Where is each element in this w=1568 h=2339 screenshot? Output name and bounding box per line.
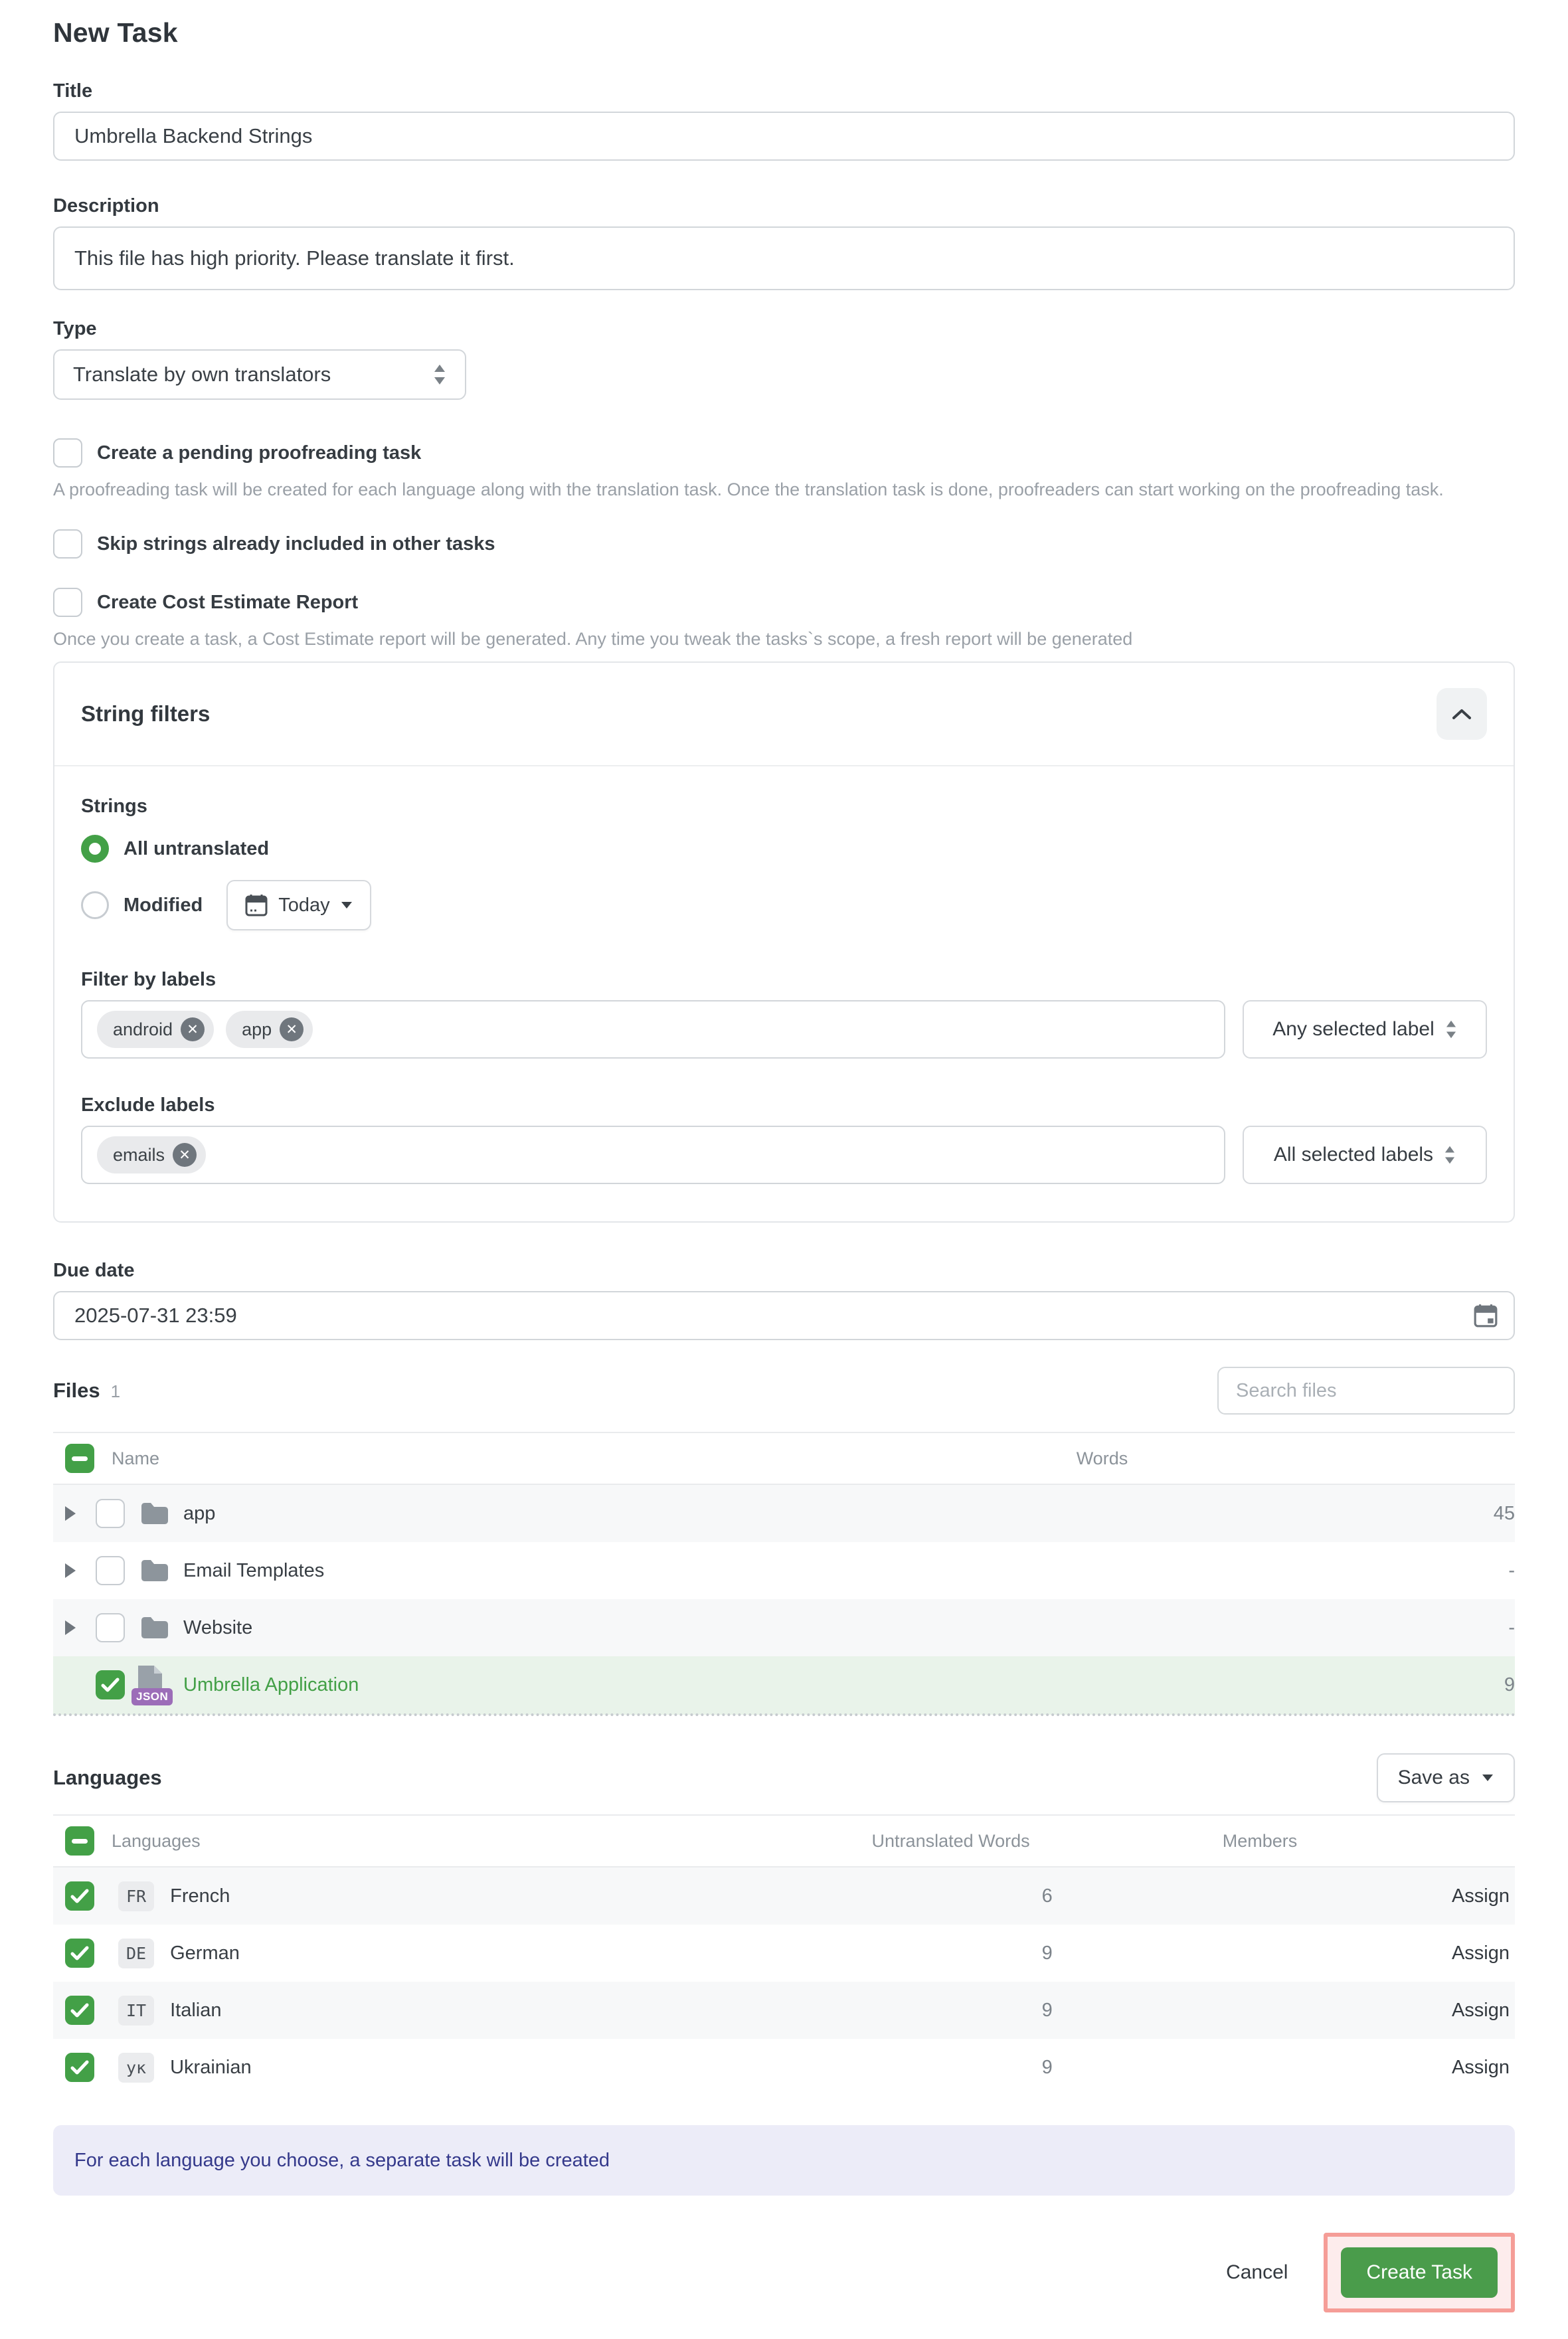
files-label: Files xyxy=(53,1379,100,1402)
files-column-name: Name xyxy=(112,1448,160,1468)
exclude-labels-input[interactable] xyxy=(81,1126,1225,1184)
remove-label-icon[interactable]: ✕ xyxy=(173,1143,197,1167)
language-checkbox[interactable] xyxy=(65,1996,94,2025)
label-chip-text: app xyxy=(242,1019,272,1039)
file-row-email-templates[interactable] xyxy=(53,1542,1515,1599)
select-updown-icon xyxy=(433,363,446,386)
string-filters-card xyxy=(53,661,1515,1223)
files-count-badge: 1 xyxy=(110,1381,121,1401)
create-task-button[interactable]: Create Task xyxy=(1341,2247,1498,2298)
language-row-italian[interactable] xyxy=(53,1982,1515,2039)
folder-icon xyxy=(139,1501,170,1526)
label-chip xyxy=(97,1136,206,1173)
language-row-french[interactable] xyxy=(53,1867,1515,1925)
remove-label-icon[interactable]: ✕ xyxy=(280,1017,304,1041)
file-checkbox[interactable] xyxy=(96,1670,125,1699)
info-banner-text: For each language you choose, a separate task will be created xyxy=(74,2149,610,2171)
files-column-words: Words xyxy=(1076,1448,1128,1468)
file-words: - xyxy=(1508,1616,1515,1638)
language-row-ukrainian[interactable] xyxy=(53,2039,1515,2096)
file-row-app[interactable] xyxy=(53,1484,1515,1542)
assign-link[interactable]: Assign xyxy=(1451,2056,1510,2078)
languages-column-languages: Languages xyxy=(112,1830,201,1851)
file-row-umbrella-application[interactable] xyxy=(53,1656,1515,1715)
file-row-website[interactable] xyxy=(53,1599,1515,1656)
file-checkbox[interactable] xyxy=(96,1499,125,1528)
file-name[interactable]: Umbrella Application xyxy=(183,1674,359,1695)
select-all-languages-checkbox[interactable] xyxy=(65,1826,94,1856)
languages-column-untranslated: Untranslated Words xyxy=(871,1830,1030,1851)
exclude-labels-row xyxy=(81,1126,1487,1184)
json-file-icon xyxy=(135,1664,170,1705)
footer-actions xyxy=(53,2233,1515,2312)
file-words: - xyxy=(1508,1559,1515,1581)
cost-estimate-checkbox[interactable] xyxy=(53,588,82,617)
select-updown-icon xyxy=(1444,1145,1456,1165)
file-words: 9 xyxy=(1504,1674,1515,1695)
cost-estimate-checkbox-group xyxy=(53,588,1515,650)
language-name: Italian xyxy=(170,1999,222,2021)
file-checkbox[interactable] xyxy=(96,1556,125,1585)
language-code-badge: IT xyxy=(118,1996,154,2026)
due-date-value: 2025-07-31 23:59 xyxy=(74,1304,237,1327)
files-header xyxy=(53,1367,1515,1415)
languages-label: Languages xyxy=(53,1766,162,1789)
proofreading-checkbox-group xyxy=(53,438,1515,500)
cancel-button[interactable]: Cancel xyxy=(1226,2261,1288,2283)
file-name: Email Templates xyxy=(183,1559,325,1581)
files-table xyxy=(53,1432,1515,1716)
caret-down-icon xyxy=(341,901,353,909)
assign-link[interactable]: Assign xyxy=(1451,1885,1510,1907)
languages-column-members: Members xyxy=(1222,1830,1298,1851)
expand-folder-icon[interactable] xyxy=(65,1563,76,1578)
language-row-german[interactable] xyxy=(53,1925,1515,1982)
label-chip-text: android xyxy=(113,1019,173,1039)
language-name: Ukrainian xyxy=(170,2056,252,2078)
language-checkbox[interactable] xyxy=(65,1881,94,1911)
exclude-labels-mode-value: All selected labels xyxy=(1273,1144,1434,1166)
folder-icon xyxy=(139,1558,170,1583)
language-name: French xyxy=(170,1885,230,1907)
skip-strings-checkbox-group xyxy=(53,529,1515,559)
untranslated-words: 9 xyxy=(1041,2056,1053,2078)
string-filters-title: String filters xyxy=(81,701,211,726)
proofreading-help-text: A proofreading task will be created for each language along with the translation task. Once the translation task is done, proofreaders can start working on the proofreading task. xyxy=(53,479,1444,499)
description-input-value: This file has high priority. Please translate it first. xyxy=(74,246,515,270)
due-date-field xyxy=(53,1291,1515,1340)
type-label: Type xyxy=(53,318,97,339)
create-task-highlight-box xyxy=(1324,2233,1515,2312)
modified-label: Modified xyxy=(124,894,203,916)
file-words: 45 xyxy=(1493,1502,1515,1524)
language-name: German xyxy=(170,1942,240,1964)
language-code-badge: FR xyxy=(118,1881,154,1911)
all-untranslated-radio[interactable] xyxy=(81,835,109,863)
untranslated-words: 9 xyxy=(1041,1999,1053,2021)
filter-labels-mode-value: Any selected label xyxy=(1272,1018,1435,1040)
label-chip-text: emails xyxy=(113,1144,165,1165)
title-input-value: Umbrella Backend Strings xyxy=(74,124,313,147)
exclude-labels-label: Exclude labels xyxy=(81,1094,215,1116)
language-code-badge: ук xyxy=(118,2053,154,2083)
modified-date-value: Today xyxy=(278,894,330,916)
filter-labels-mode-select[interactable] xyxy=(1243,1000,1487,1059)
search-files-input[interactable] xyxy=(1217,1367,1515,1415)
file-checkbox[interactable] xyxy=(96,1613,125,1642)
untranslated-words: 9 xyxy=(1041,1942,1053,1964)
strings-label: Strings xyxy=(81,796,147,817)
expand-folder-icon[interactable] xyxy=(65,1620,76,1635)
file-name: Website xyxy=(183,1616,253,1638)
collapse-string-filters-button[interactable] xyxy=(1437,688,1487,740)
type-select[interactable] xyxy=(53,349,466,400)
language-code-badge: DE xyxy=(118,1939,154,1968)
assign-link[interactable]: Assign xyxy=(1451,1999,1510,2021)
radio-all-untranslated-row xyxy=(81,835,1487,863)
expand-folder-icon[interactable] xyxy=(65,1506,76,1521)
cost-estimate-label: Create Cost Estimate Report xyxy=(97,591,359,613)
type-select-value: Translate by own translators xyxy=(73,363,331,386)
due-date-label: Due date xyxy=(53,1260,135,1281)
modified-radio[interactable] xyxy=(81,891,109,919)
exclude-labels-mode-select[interactable] xyxy=(1243,1126,1487,1184)
remove-label-icon[interactable]: ✕ xyxy=(181,1017,205,1041)
calendar-icon xyxy=(245,893,268,917)
all-untranslated-label: All untranslated xyxy=(124,837,270,859)
cost-estimate-help-text: Once you create a task, a Cost Estimate report will be generated. Any time you tweak the tasks`s scope, a fresh report will be generated xyxy=(53,629,1133,649)
filter-labels-input[interactable] xyxy=(81,1000,1225,1059)
create-proofreading-label: Create a pending proofreading task xyxy=(97,442,422,464)
description-label: Description xyxy=(53,195,159,217)
save-as-label: Save as xyxy=(1397,1767,1470,1788)
caret-down-icon xyxy=(1482,1774,1494,1782)
modified-date-button[interactable] xyxy=(226,880,371,930)
json-badge: JSON xyxy=(131,1688,173,1705)
filter-by-labels-label: Filter by labels xyxy=(81,969,217,990)
languages-table xyxy=(53,1814,1515,2096)
untranslated-words: 6 xyxy=(1041,1885,1053,1907)
title-input[interactable] xyxy=(53,112,1515,161)
chevron-up-icon xyxy=(1452,708,1472,720)
info-banner xyxy=(53,2125,1515,2196)
language-checkbox[interactable] xyxy=(65,2053,94,2082)
assign-link[interactable]: Assign xyxy=(1451,1942,1510,1964)
title-label: Title xyxy=(53,80,93,102)
skip-strings-label: Skip strings already included in other tasks xyxy=(97,533,495,555)
radio-modified-row xyxy=(81,880,1487,930)
select-updown-icon xyxy=(1445,1019,1457,1039)
languages-header xyxy=(53,1753,1515,1802)
filter-by-labels-row xyxy=(81,1000,1487,1059)
folder-icon xyxy=(139,1615,170,1640)
due-date-input[interactable] xyxy=(53,1291,1515,1340)
select-all-files-checkbox[interactable] xyxy=(65,1444,94,1473)
calendar-icon[interactable] xyxy=(1474,1303,1498,1328)
label-chip xyxy=(97,1011,214,1048)
description-input[interactable] xyxy=(53,226,1515,290)
page-title: New Task xyxy=(53,17,178,48)
create-proofreading-checkbox[interactable] xyxy=(53,438,82,468)
label-chip xyxy=(226,1011,313,1048)
file-name: app xyxy=(183,1502,216,1524)
language-checkbox[interactable] xyxy=(65,1939,94,1968)
skip-strings-checkbox[interactable] xyxy=(53,529,82,559)
save-as-button[interactable] xyxy=(1377,1753,1515,1802)
